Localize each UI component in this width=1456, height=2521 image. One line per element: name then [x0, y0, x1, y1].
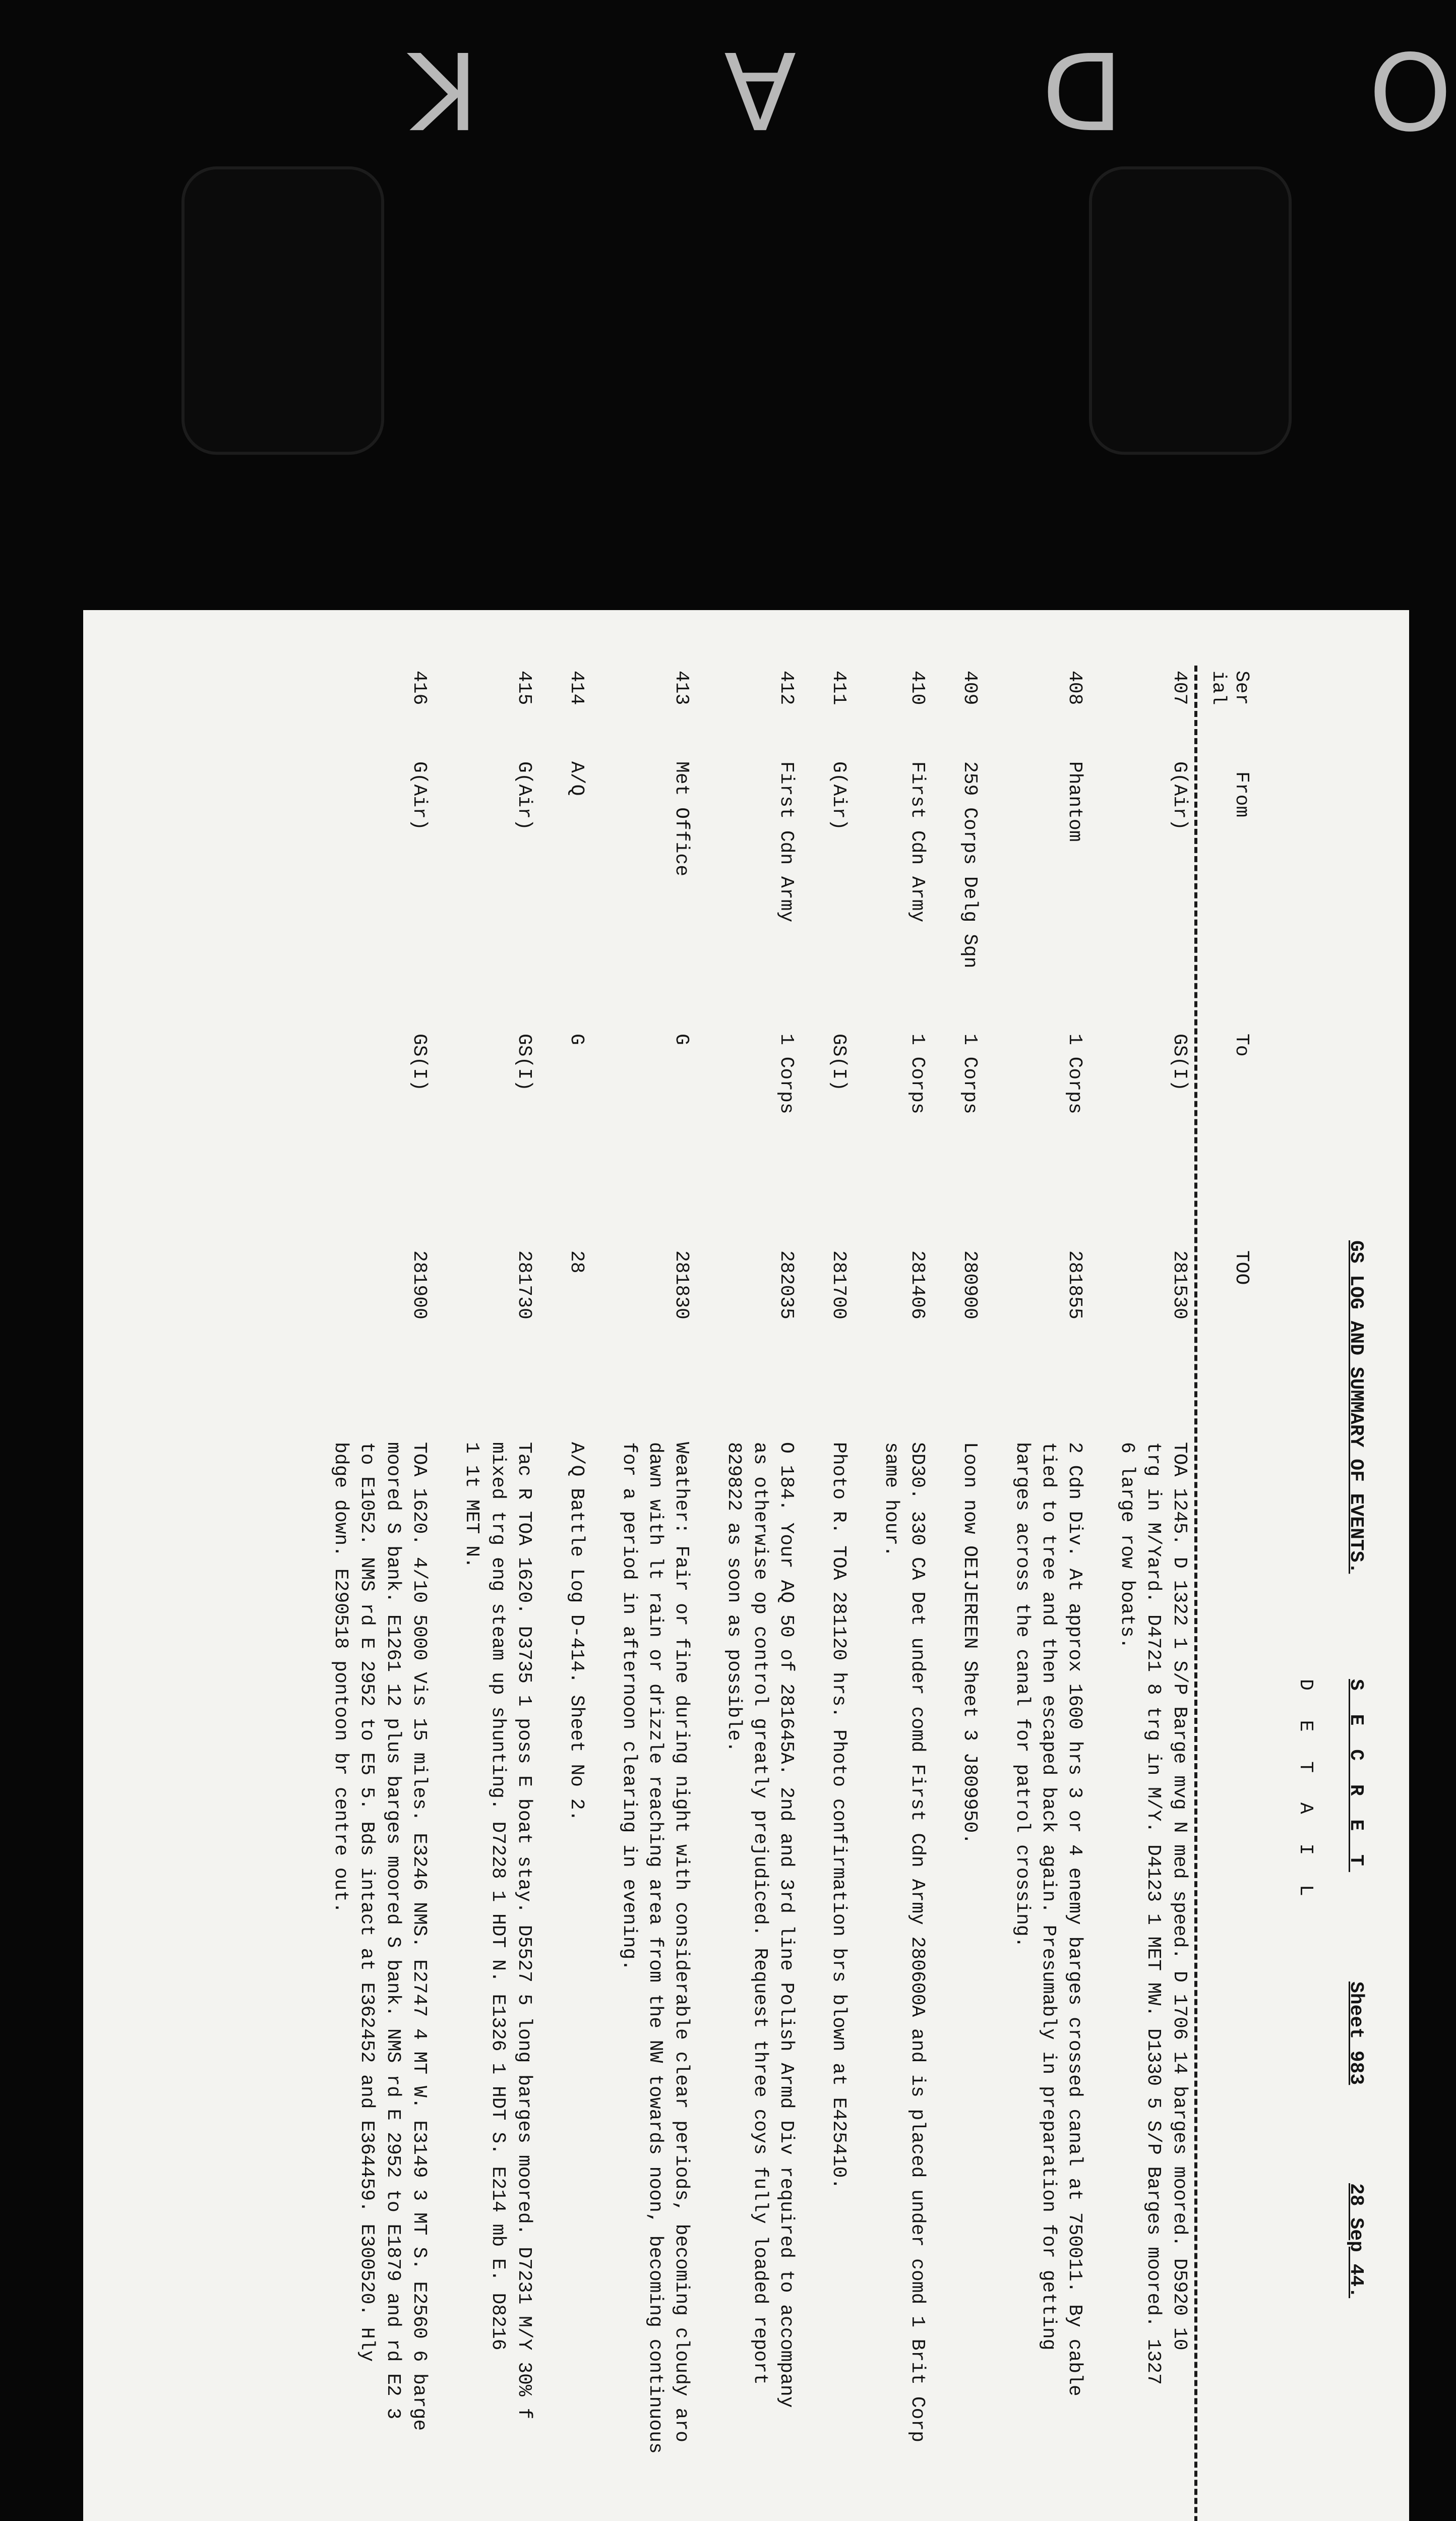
entry-too: 280900 — [959, 1250, 981, 1319]
entry-too: 281900 — [408, 1250, 430, 1319]
entry-to: 1 Corps — [775, 1034, 797, 1114]
entry-too: 28 — [566, 1250, 587, 1274]
entry-detail: Loon now OEIJEREEN Sheet 3 J809950. — [959, 1442, 981, 1845]
log-entry-411 — [799, 610, 852, 2521]
entry-serial: 410 — [906, 671, 928, 705]
entry-serial: 414 — [566, 671, 587, 705]
entry-from: A/Q — [566, 761, 587, 796]
entry-from: 259 Corps Delg Sqn — [959, 761, 981, 969]
log-entry-414 — [537, 610, 589, 2521]
entry-too: 281406 — [906, 1250, 928, 1319]
entry-detail: TOA 1620. 4/10 5000 Vis 15 miles. E3246 NMS. E2747 4 MT W. E3149 3 MT S. E2560 6 barge moored S bank. E1261 12 plus barges moored S bank. NMS rd E 2952 to E1879 and rd E2 3 to E1052. NMS rd E 2952 to E5 5. Bds intact at E362452 and E364459. E300520. Hly bdge down. E290518 pontoon br centre out. — [330, 1442, 430, 2431]
column-header-to: To — [1231, 1034, 1252, 1057]
log-entry-415 — [432, 610, 537, 2521]
entry-serial: 407 — [1169, 671, 1190, 705]
entry-serial: 415 — [513, 671, 535, 705]
entry-too: 281855 — [1064, 1250, 1085, 1319]
entry-from: Met Office — [671, 761, 692, 877]
sprocket-hole — [181, 166, 384, 455]
log-entry-409 — [930, 610, 983, 2521]
entry-from: G(Air) — [408, 761, 430, 830]
classification-marking: S E C R E T — [1345, 1679, 1367, 1872]
sheet-number: Sheet 983 — [1345, 1982, 1367, 2085]
entry-to: G — [671, 1034, 692, 1045]
entry-serial: 416 — [408, 671, 430, 705]
log-entry-408 — [983, 610, 1087, 2521]
sprocket-hole — [1089, 166, 1292, 455]
film-edge-marking: O D A K — [303, 28, 1452, 151]
log-entry-413 — [589, 610, 694, 2521]
entry-to: GS(I) — [1169, 1034, 1190, 1092]
entry-too: 281730 — [513, 1250, 535, 1319]
entry-detail: SD30. 330 CA Det under comd First Cdn Army 280600A and is placed under comd 1 Brit Corp same hour. — [880, 1442, 928, 2442]
entry-too: 281530 — [1169, 1250, 1190, 1319]
entry-from: G(Air) — [828, 761, 850, 830]
log-entries — [301, 610, 1192, 2521]
log-entry-412 — [694, 610, 799, 2521]
document-page-rotated — [83, 610, 1409, 2521]
entry-to: GS(I) — [408, 1034, 430, 1092]
column-header-too: TOO — [1231, 1250, 1252, 1285]
entry-serial: 412 — [775, 671, 797, 705]
entry-to: G — [566, 1034, 587, 1045]
entry-detail: A/Q Battle Log D-414. Sheet No 2. — [566, 1442, 587, 1822]
column-header-from: From — [1231, 771, 1252, 818]
entry-detail: TOA 1245. D 1322 1 S/P Barge mvg N med speed. D 1706 14 barges moored. D5920 10 trg in M/Yard. D4721 8 trg in M/Y. D4123 1 MET MW. D1330 5 S/P Barges moored. 1327 6 large row boats. — [1116, 1442, 1190, 2385]
entry-serial: 413 — [671, 671, 692, 705]
entry-serial: 411 — [828, 671, 850, 705]
column-header-serial: Ser ial — [1207, 671, 1252, 705]
entry-from: Phantom — [1064, 761, 1085, 842]
entry-from: First Cdn Army — [775, 761, 797, 923]
entry-too: 281830 — [671, 1250, 692, 1319]
entry-detail: O 184. Your AQ 50 of 281645A. 2nd and 3rd line Polish Armd Div required to accompany as otherwise op control greatly prejudiced. Request three coys fully loaded report 829822 as soon as possible. — [723, 1442, 797, 2408]
entry-to: GS(I) — [513, 1034, 535, 1092]
entry-to: GS(I) — [828, 1034, 850, 1092]
entry-to: 1 Corps — [906, 1034, 928, 1114]
log-entry-416 — [301, 610, 432, 2521]
entry-too: 281700 — [828, 1250, 850, 1319]
header-dashed-rule — [1194, 666, 1197, 2521]
log-title: GS LOG AND SUMMARY OF EVENTS. — [1345, 1240, 1367, 1574]
entry-from: G(Air) — [1169, 761, 1190, 830]
entry-detail: Weather: Fair or fine during night with considerable clear periods, becoming cloudy aro dawn with lt rain or drizzle reaching area from the NW towards noon, becoming continuous for a period in afternoon clearing in evening. — [618, 1442, 692, 2454]
document-page — [83, 610, 1409, 2521]
log-entry-407 — [1087, 610, 1192, 2521]
entry-from: G(Air) — [513, 761, 535, 830]
log-entry-410 — [852, 610, 930, 2521]
entry-to: 1 Corps — [1064, 1034, 1085, 1114]
detail-heading: D E T A I L — [1295, 1679, 1316, 1905]
entry-detail: 2 Cdn Div. At approx 1600 hrs 3 or 4 enemy barges crossed canal at 750011. By cable tied to tree and then escaped back again. Presumably in preparation for getting barges across the canal for patrol crossing. — [1011, 1442, 1085, 2396]
entry-serial: 409 — [959, 671, 981, 705]
log-date: 28 Sep 44. — [1345, 2183, 1367, 2299]
entry-detail: Tac R TOA 1620. D3735 1 poss E boat stay. D5527 5 long barges moored. D7231 M/Y 30% f mixed trg eng steam up shunting. D7228 1 HDT N. E1326 1 HDT S. E214 mb E. D8216 1 1t MET N. — [461, 1442, 535, 2420]
entry-too: 282035 — [775, 1250, 797, 1319]
entry-detail: Photo R. TOA 281120 hrs. Photo confirmation brs blown at E425410. — [828, 1442, 850, 2190]
entry-to: 1 Corps — [959, 1034, 981, 1114]
entry-serial: 408 — [1064, 671, 1085, 705]
entry-from: First Cdn Army — [906, 761, 928, 923]
